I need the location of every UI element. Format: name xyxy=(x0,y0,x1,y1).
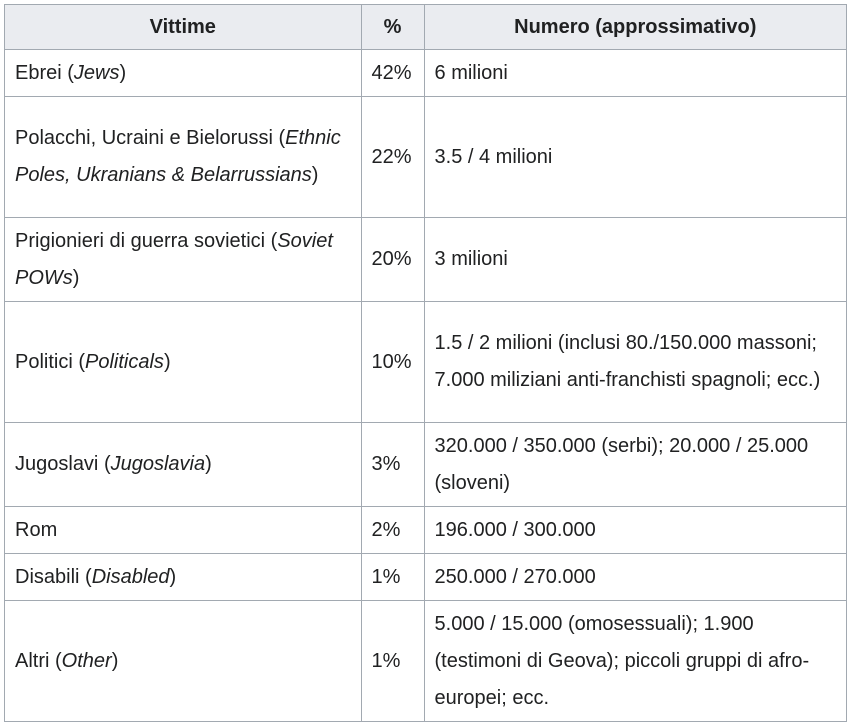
table-row xyxy=(5,302,847,423)
table-row xyxy=(5,218,847,302)
victim-english: Jews xyxy=(73,61,120,84)
victim-english: Ethnic Poles, Ukranians & Belarrussians xyxy=(15,127,341,186)
victim-cell: Altri (Other) xyxy=(5,601,362,722)
table-row xyxy=(5,423,847,507)
victim-cell: Polacchi, Ucraini e Bielorussi (Ethnic Poles, Ukranians & Belarrussians) xyxy=(5,97,362,218)
number-cell: 196.000 / 300.000 xyxy=(424,507,846,554)
number-cell: 250.000 / 270.000 xyxy=(424,554,846,601)
victim-name: Prigionieri di guerra sovietici xyxy=(15,229,266,252)
victims-table xyxy=(4,4,847,722)
victim-cell: Jugoslavi (Jugoslavia) xyxy=(5,423,362,507)
number-cell: 3.5 / 4 milioni xyxy=(424,97,846,218)
victim-cell: Prigionieri di guerra sovietici (Soviet POWs) xyxy=(5,218,362,302)
percent-cell: 3% xyxy=(361,423,424,507)
percent-cell: 1% xyxy=(361,601,424,722)
victim-english: Disabled xyxy=(91,565,170,588)
victim-cell: Disabili (Disabled) xyxy=(5,554,362,601)
table-row xyxy=(5,50,847,97)
victim-cell: Rom xyxy=(5,507,362,554)
header-percent[interactable]: % xyxy=(361,5,424,50)
header-row xyxy=(5,5,847,50)
victim-name: Polacchi, Ucraini e Bielorussi xyxy=(15,127,273,149)
victim-english: Politicals xyxy=(85,350,164,373)
victim-name: Disabili xyxy=(15,565,80,588)
victim-name: Altri xyxy=(15,649,50,672)
header-victims[interactable]: Vittime xyxy=(5,5,362,50)
number-cell: 5.000 / 15.000 (omosessuali); 1.900 (testimoni di Geova); piccoli gruppi di afro-europei; ecc. xyxy=(424,601,846,722)
header-number[interactable]: Numero (approssimativo) xyxy=(424,5,846,50)
victim-name: Jugoslavi xyxy=(15,453,99,475)
percent-cell: 2% xyxy=(361,507,424,554)
victim-name: Politici xyxy=(15,350,73,373)
victim-english: Soviet POWs xyxy=(15,229,333,289)
number-cell: 320.000 / 350.000 (serbi); 20.000 / 25.000 (sloveni) xyxy=(424,423,846,507)
victim-english: Other xyxy=(61,649,112,672)
victim-english: Jugoslavia xyxy=(110,453,206,475)
table-row xyxy=(5,554,847,601)
number-cell: 1.5 / 2 milioni (inclusi 80./150.000 massoni; 7.000 miliziani anti-franchisti spagnoli; ecc.) xyxy=(424,302,846,423)
table-row xyxy=(5,601,847,722)
table-row xyxy=(5,507,847,554)
victim-cell: Ebrei (Jews) xyxy=(5,50,362,97)
number-cell: 3 milioni xyxy=(424,218,846,302)
victim-name: Ebrei xyxy=(15,61,62,84)
percent-cell: 42% xyxy=(361,50,424,97)
percent-cell: 22% xyxy=(361,97,424,218)
victim-cell: Politici (Politicals) xyxy=(5,302,362,423)
percent-cell: 20% xyxy=(361,218,424,302)
percent-cell: 10% xyxy=(361,302,424,423)
table-row xyxy=(5,97,847,218)
number-cell: 6 milioni xyxy=(424,50,846,97)
percent-cell: 1% xyxy=(361,554,424,601)
